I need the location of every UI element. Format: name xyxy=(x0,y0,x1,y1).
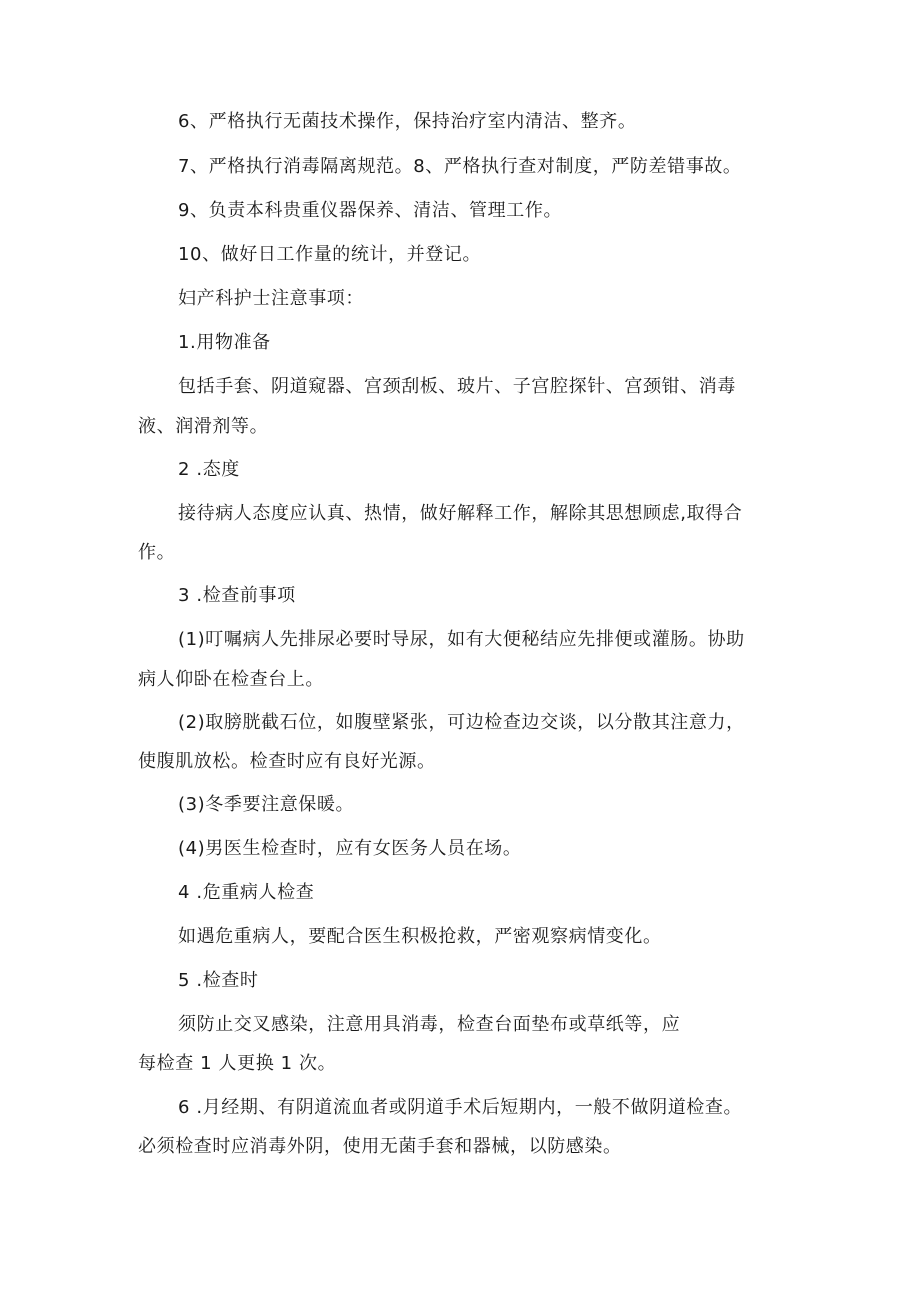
line-item-7-8: 7、严格执行消毒隔离规范。8、严格执行查对制度，严防差错事故。 xyxy=(178,156,742,177)
line-item-10: 10、做好日工作量的统计，并登记。 xyxy=(178,244,482,265)
paragraph-line: (2)取膀胱截石位，如腹壁紧张，可边检查边交谈，以分散其注意力， xyxy=(178,712,745,733)
section-heading: 妇产科护士注意事项： xyxy=(178,288,364,309)
subheading-2: 2 .态度 xyxy=(178,459,240,480)
paragraph-line: (4)男医生检查时，应有女医务人员在场。 xyxy=(178,838,522,859)
paragraph-line: (3)冬季要注意保暖。 xyxy=(178,794,355,815)
paragraph-line: (1)叮嘱病人先排尿必要时导尿，如有大便秘结应先排便或灌肠。协助 xyxy=(178,629,745,650)
paragraph-line: 每检查 1 人更换 1 次。 xyxy=(138,1053,337,1074)
paragraph-line: 接待病人态度应认真、热情，做好解释工作，解除其思想顾虑,取得合 xyxy=(178,503,743,524)
subheading-3: 3 .检查前事项 xyxy=(178,585,296,606)
paragraph-line: 如遇危重病人，要配合医生积极抢救，严密观察病情变化。 xyxy=(178,926,662,947)
line-item-6: 6、严格执行无菌技术操作，保持治疗室内清洁、整齐。 xyxy=(178,111,637,132)
subheading-1: 1.用物准备 xyxy=(178,332,271,353)
paragraph-line: 使腹肌放松。检查时应有良好光源。 xyxy=(138,751,436,772)
subheading-6: 6 .月经期、有阴道流血者或阴道手术后短期内，一般不做阴道检查。 xyxy=(178,1097,743,1118)
paragraph-line: 须防止交叉感染，注意用具消毒，检查台面垫布或草纸等，应 xyxy=(178,1014,681,1035)
subheading-4: 4 .危重病人检查 xyxy=(178,882,315,903)
paragraph-line: 病人仰卧在检查台上。 xyxy=(138,669,324,690)
paragraph-line: 作。 xyxy=(138,542,176,563)
subheading-5: 5 .检查时 xyxy=(178,970,259,991)
paragraph-line: 必须检查时应消毒外阴，使用无菌手套和器械，以防感染。 xyxy=(138,1136,622,1157)
line-item-9: 9、负责本科贵重仪器保养、清洁、管理工作。 xyxy=(178,200,563,221)
paragraph-line: 包括手套、阴道窥器、宫颈刮板、玻片、子宫腔探针、宫颈钳、消毒 xyxy=(178,376,736,397)
paragraph-line: 液、润滑剂等。 xyxy=(138,416,269,437)
